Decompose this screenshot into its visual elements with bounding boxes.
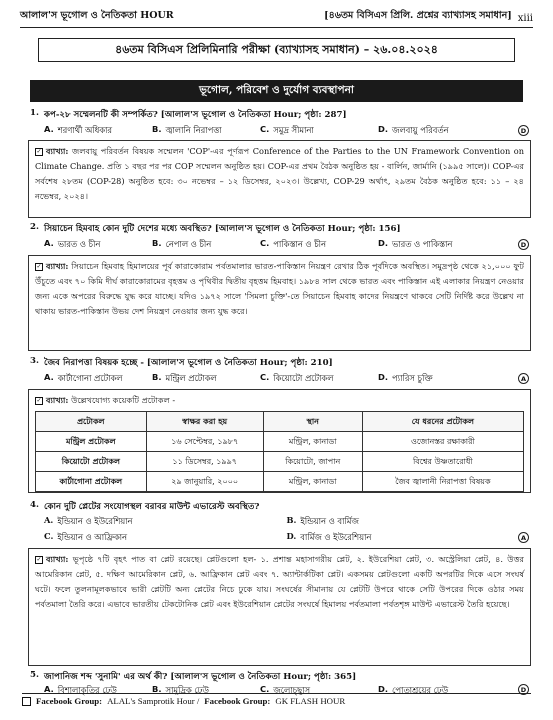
- option-a: A. কার্টাগোনা প্রটোকল: [44, 372, 123, 383]
- explanation-text-3: উল্লেখযোগ্য কয়েকটি প্রটোকল -: [71, 395, 176, 405]
- option-d: D. বার্মিজ ও ইউরেশিয়ান: [286, 531, 372, 542]
- option-b: B. নেপাল ও চীন: [152, 238, 212, 249]
- explanation-box-3: ✓ ব্যাখ্যা: উল্লেখযোগ্য কয়েকটি প্রটোকল - প্রটোকল স্বাক্ষর করা হয় স্থান যে ধরনের প্রটোকল মন্ট্রিল প্রটোকল ১৬ সেপ্টেম্বর, ১৯৮৭ মন্ট্রিল, কানাডা ওজোনস্তর রক্ষাকারী কিয়োটো প্রটোকল ১১ ডিসেম্বর, ১৯৯৭ কিয়োটো, জাপান বিশ্বের উষ্ণতারোধী কার্টাগোনা প্রটোকল ২৯ জানুয়ারি, ২০০০ মন্ট্রিল, কানাডা জৈব জ্বালানী নিরাপত্তা বিষয়ক: [28, 389, 531, 493]
- table-cell: কিয়োটো প্রটোকল: [36, 452, 147, 472]
- answer-badge: D: [518, 125, 529, 136]
- footer-label-2: Facebook Group:: [204, 696, 271, 706]
- option-a: A. বিশালাকৃতির ঢেউ: [44, 684, 117, 695]
- explanation-box-4: ✓ ব্যাখ্যা: ভূপৃষ্ঠে ৭টি বৃহৎ পাত বা প্লেট রয়েছে। প্লেটগুলো হল- ১. প্রশান্ত মহাসাগরীয় প্লেট, ২. ইউরেশিয়া প্লেট, ৩. অস্ট্রেলিয়া প্লেট, ৪. উত্তর আমেরিকান প্লেট, ৫. দক্ষিণ আমেরিকান প্লেট, ৬. আফ্রিকান প্লেট এবং ৭. অ্যান্টার্কটিকা প্লেট। একসময় প্লেটগুলো একটি অপরটির দিকে এসে সংঘর্ষ ঘটে। ফলে তুলনামূলকভাবে ভারী প্লেটটি অন্য প্লেটের নিচে ঢুকে যায়। সংঘর্ষের সীমানায় যে প্লেটটি উপরে থাকে সেটি উপরের দিকে ওঠার সময় পর্বতমালা তৈরি করে। এভাবে ভারতীয় টেকটোনিক প্লেট এবং ইউরেশিয়ান প্লেটের সংঘর্ষে হিমালয় পর্বতমালা পর্বতশৃঙ্গ মাউন্ট এভারেস্ট তৈরি হয়েছে।: [28, 548, 531, 666]
- page-number: xiii: [517, 13, 533, 24]
- checkbox-icon: ✓: [36, 556, 42, 563]
- explanation-text-4: ভূপৃষ্ঠে ৭টি বৃহৎ পাত বা প্লেট রয়েছে। প্লেটগুলো হল- ১. প্রশান্ত মহাসাগরীয় প্লেট, ২. ইউরেশিয়া প্লেট, ৩. অস্ট্রেলিয়া প্লেট, ৪. উত্তর আমেরিকান প্লেট, ৫. দক্ষিণ আমেরিকান প্লেট, ৬. আফ্রিকান প্লেট এবং ৭. অ্যান্টার্কটিকা প্লেট। একসময় প্লেটগুলো একটি অপরটির দিকে এসে সংঘর্ষ ঘটে। ফলে তুলনামূলকভাবে ভারী প্লেটটি অন্য প্লেটের নিচে ঢুকে যায়। সংঘর্ষের সীমানায় যে প্লেটটি উপরে থাকে সেটি উপরের দিকে ওঠার সময় পর্বতমালা তৈরি করে। এভাবে ভারতীয় টেকটোনিক প্লেট এবং ইউরেশিয়ান প্লেটের সংঘর্ষে হিমালয় পর্বতমালা পর্বতশৃঙ্গ মাউন্ট এভারেস্ট তৈরি হয়েছে।: [35, 554, 524, 609]
- option-b: B. মন্ট্রিল প্রটোকল: [152, 372, 217, 383]
- table-row: [36, 432, 524, 452]
- option-a: A. শরণার্থী অধিকার: [44, 124, 112, 135]
- table-row: [36, 472, 524, 492]
- table-cell: ২৯ জানুয়ারি, ২০০০: [146, 472, 263, 492]
- option-c: C. পাকিস্তান ও চীন: [260, 238, 326, 249]
- option-c: C. জলোচ্ছ্বাস: [260, 684, 310, 695]
- question-3-options: [44, 372, 529, 386]
- question-2-text: সিয়াচেন হিমবাহ কোন দুটি দেশের মধ্যে অবস্থিত? [আলাল'স ভূগোল ও নৈতিকতা Hour; পৃষ্ঠা: 156]: [44, 224, 401, 234]
- table-cell: ১১ ডিসেম্বর, ১৯৯৭: [146, 452, 263, 472]
- page-header: [20, 6, 533, 28]
- option-b: B. ইন্ডিয়ান ও বার্মিজ: [286, 515, 359, 526]
- page-footer: [22, 693, 531, 706]
- option-c: C. ইন্ডিয়ান ও আফ্রিকান: [44, 531, 128, 542]
- column-header: যে ধরনের প্রটোকল: [362, 412, 523, 432]
- option-a: A. ইন্ডিয়ান ও ইউরেশিয়ান: [44, 515, 133, 526]
- explanation-text-2: সিয়াচেন হিমবাহ হিমালয়ের পূর্ব কারাকোরাম পর্বতমালার ভারত-পাকিস্তান নিয়ন্ত্রণ রেখার ঠিক পূর্বদিকে অবস্থিত। সমুদ্রপৃষ্ঠ থেকে ২১,০০০ ফুট উঁচুতে এবং ৭০ কিমি দীর্ঘ কারাকোরামের বৃহত্তম ও পৃথিবীর দ্বিতীয় বৃহত্তম হিমবাহ। ১৯৮৪ সাল থেকে ভারত এবং পাকিস্তান এই এলাকার নিয়ন্ত্রণ নেওয়ার জন্য একে অপরের বিরুদ্ধে যুদ্ধ করে যাচ্ছে। যদিও ১৯৭২ সালে 'সিমলা চুক্তি'-তে সিয়াচেন হিমবাহ কাদের নিয়ন্ত্রণে থাকবে সেটি নির্দিষ্ট করে উল্লেখ না থাকায় ভারত-পাকিস্তান উভয় দেশ নিয়ন্ত্রণ নেওয়ার জন্য যুদ্ধ করে।: [35, 261, 524, 316]
- table-cell: মন্ট্রিল, কানাডা: [263, 472, 362, 492]
- question-1-options: [44, 124, 529, 138]
- table-cell: মন্ট্রিল প্রটোকল: [36, 432, 147, 452]
- checkbox-icon: ✓: [36, 397, 42, 404]
- square-bullet-icon: [22, 697, 31, 706]
- question-1: 1. কপ-২৮ সম্মেলনটি কী সম্পর্কিত? [আলাল'স ভূগোল ও নৈতিকতা Hour; পৃষ্ঠা: 287]: [30, 108, 347, 120]
- option-c: C. কিয়োটো প্রটোকল: [260, 372, 334, 383]
- answer-badge: D: [518, 239, 529, 250]
- table-cell: ১৬ সেপ্টেম্বর, ১৯৮৭: [146, 432, 263, 452]
- question-1-text: কপ-২৮ সম্মেলনটি কী সম্পর্কিত? [আলাল'স ভূগোল ও নৈতিকতা Hour; পৃষ্ঠা: 287]: [44, 110, 347, 120]
- footer-label-1: Facebook Group:: [36, 696, 103, 706]
- question-4-options: [44, 514, 529, 546]
- answer-badge: A: [518, 532, 529, 543]
- option-b: B. জ্বালানি নিরাপত্তা: [152, 124, 222, 135]
- column-header: স্বাক্ষর করা হয়: [146, 412, 263, 432]
- option-d: D. পোতাশ্রয়ের ঢেউ: [378, 684, 449, 695]
- question-4: 4. কোন দুটি প্লেটের সংযোগস্থল বরাবর মাউন্ট এভারেস্ট অবস্থিত?: [30, 500, 260, 512]
- column-header: প্রটোকল: [36, 412, 147, 432]
- explanation-text-1: জলবায়ু পরিবর্তন বিষয়ক সম্মেলন 'COP'-এর পূর্ণরূপ Conference of the Parties to the UN Framework Convention on Climate Change. প্রতি ১ বছর পর পর COP সম্মেলন অনুষ্ঠিত হয়। COP-এর প্রথম বৈঠক অনুষ্ঠিত হয় - বার্লিন, জার্মানি (১৯৯৫ সালে)। COP-এর সর্বশেষ ২৮তম (COP-28) অনুষ্ঠিত হবে: ৩০ নভেম্বর – ১২ ডিসেম্বর, ২০২৩। উল্লেখ্য, COP-29 অর্থাৎ, ২৯তম বৈঠক অনুষ্ঠিত হবে: ১১ – ২৪ নভেম্বর, ২০২৪।: [35, 146, 524, 201]
- table-cell: কার্টাগোনা প্রটোকল: [36, 472, 147, 492]
- header-exam-title: [৪৬তম বিসিএস প্রিলি. প্রশ্নের ব্যাখ্যাসহ সমাধান]: [324, 10, 512, 21]
- answer-badge: D: [518, 684, 529, 695]
- header-book-title: আলাল'স ভূগোল ও নৈতিকতা HOUR: [20, 10, 174, 21]
- column-header: স্থান: [263, 412, 362, 432]
- exam-banner: ৪৬তম বিসিএস প্রিলিমিনারি পরীক্ষা (ব্যাখ্যাসহ সমাধান) – ২৬.০৪.২০২৪: [38, 38, 515, 62]
- option-d: D. জলবায়ু পরিবর্তন: [378, 124, 449, 135]
- section-title: ভূগোল, পরিবেশ ও দুর্যোগ ব্যবস্থাপনা: [30, 80, 523, 102]
- table-cell: মন্ট্রিল, কানাডা: [263, 432, 362, 452]
- option-c: C. সমুদ্র সীমানা: [260, 124, 314, 135]
- explanation-box-1: ✓ ব্যাখ্যা: জলবায়ু পরিবর্তন বিষয়ক সম্মেলন 'COP'-এর পূর্ণরূপ Conference of the Parties to the UN Framework Convention on Climate Change. প্রতি ১ বছর পর পর COP সম্মেলন অনুষ্ঠিত হয়। COP-এর প্রথম বৈঠক অনুষ্ঠিত হয় - বার্লিন, জার্মানি (১৯৯৫ সালে)। COP-এর সর্বশেষ ২৮তম (COP-28) অনুষ্ঠিত হবে: ৩০ নভেম্বর – ১২ ডিসেম্বর, ২০২৩। উল্লেখ্য, COP-29 অর্থাৎ, ২৯তম বৈঠক অনুষ্ঠিত হবে: ১১ – ২৪ নভেম্বর, ২০২৪।: [28, 140, 531, 218]
- table-cell: ওজোনস্তর রক্ষাকারী: [362, 432, 523, 452]
- checkbox-icon: ✓: [36, 148, 42, 155]
- question-2-options: [44, 238, 529, 252]
- question-3: 3. জৈব নিরাপত্তা বিষয়ক হচ্ছে - [আলাল'স ভূগোল ও নৈতিকতা Hour; পৃষ্ঠা: 210]: [30, 356, 333, 368]
- question-5-text: জাপানিজ শব্দ 'সুনামি' এর অর্থ কী? [আলাল'স ভূগোল ও নৈতিকতা Hour; পৃষ্ঠা: 365]: [44, 672, 357, 682]
- table-cell: কিয়োটো, জাপান: [263, 452, 362, 472]
- option-a: A. ভারত ও চীন: [44, 238, 101, 249]
- table-cell: জৈব জ্বালানী নিরাপত্তা বিষয়ক: [362, 472, 523, 492]
- table-cell: বিশ্বের উষ্ণতারোধী: [362, 452, 523, 472]
- question-5: 5. জাপানিজ শব্দ 'সুনামি' এর অর্থ কী? [আলাল'স ভূগোল ও নৈতিকতা Hour; পৃষ্ঠা: 365]: [30, 670, 357, 682]
- table-row: [36, 452, 524, 472]
- protocol-table: [35, 411, 524, 492]
- question-4-text: কোন দুটি প্লেটের সংযোগস্থল বরাবর মাউন্ট এভারেস্ট অবস্থিত?: [44, 502, 260, 512]
- option-d: D. ভারত ও পাকিস্তান: [378, 238, 453, 249]
- explanation-box-2: ✓ ব্যাখ্যা: সিয়াচেন হিমবাহ হিমালয়ের পূর্ব কারাকোরাম পর্বতমালার ভারত-পাকিস্তান নিয়ন্ত্রণ রেখার ঠিক পূর্বদিকে অবস্থিত। সমুদ্রপৃষ্ঠ থেকে ২১,০০০ ফুট উঁচুতে এবং ৭০ কিমি দীর্ঘ কারাকোরামের বৃহত্তম ও পৃথিবীর দ্বিতীয় বৃহত্তম হিমবাহ। ১৯৮৪ সাল থেকে ভারত এবং পাকিস্তান এই এলাকার নিয়ন্ত্রণ নেওয়ার জন্য একে অপরের বিরুদ্ধে যুদ্ধ করে যাচ্ছে। যদিও ১৯৭২ সালে 'সিমলা চুক্তি'-তে সিয়াচেন হিমবাহ কাদের নিয়ন্ত্রণে থাকবে সেটি নির্দিষ্ট করে উল্লেখ না থাকায় ভারত-পাকিস্তান উভয় দেশ নিয়ন্ত্রণ নেওয়ার জন্য যুদ্ধ করে।: [28, 255, 531, 351]
- question-3-text: জৈব নিরাপত্তা বিষয়ক হচ্ছে - [আলাল'স ভূগোল ও নৈতিকতা Hour; পৃষ্ঠা: 210]: [44, 358, 333, 368]
- answer-badge: A: [518, 373, 529, 384]
- checkbox-icon: ✓: [36, 263, 42, 270]
- table-header-row: [36, 412, 524, 432]
- footer-group-2: GK FLASH HOUR: [275, 696, 346, 706]
- question-2: 2. সিয়াচেন হিমবাহ কোন দুটি দেশের মধ্যে অবস্থিত? [আলাল'স ভূগোল ও নৈতিকতা Hour; পৃষ্ঠা: 156]: [30, 222, 401, 234]
- footer-group-1: ALAL's Samprotik Hour /: [107, 696, 200, 706]
- option-d: D. প্যারিস চুক্তি: [378, 372, 433, 383]
- option-b: B. সামুদ্রিক ঢেউ: [152, 684, 209, 695]
